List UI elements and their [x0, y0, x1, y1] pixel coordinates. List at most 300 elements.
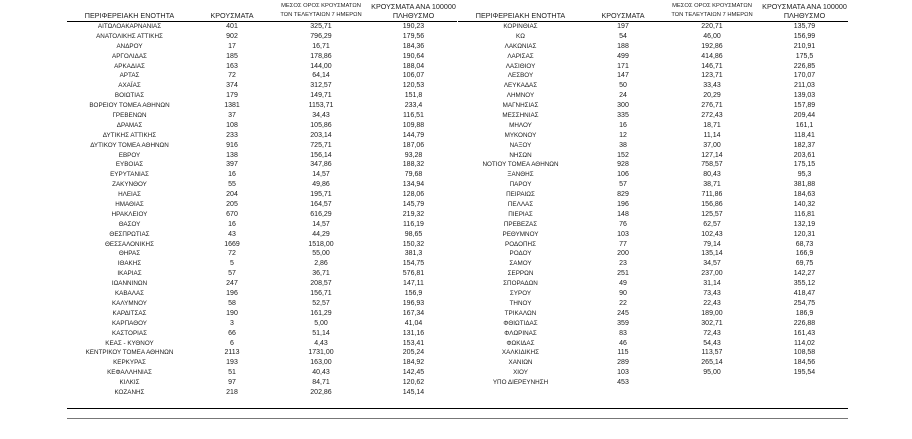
cell-7day-average: 203,14	[310, 131, 332, 139]
cell-cases: 5	[230, 260, 234, 268]
cell-cases: 335	[617, 112, 629, 120]
cell-cases: 670	[226, 210, 238, 218]
cell-cases: 23	[619, 260, 627, 268]
cell-per-100000: 186,9	[795, 309, 814, 317]
table-row	[458, 52, 848, 62]
cell-per-100000: 135,79	[793, 23, 816, 30]
cell-regional-unit: ΡΟΔΟΥ	[509, 250, 532, 258]
cell-regional-unit: ΙΚΑΡΙΑΣ	[117, 270, 142, 278]
table-row	[67, 200, 457, 210]
cell-cases: 251	[617, 270, 629, 278]
cell-regional-unit: ΣΠΟΡΑΔΩΝ	[503, 280, 538, 288]
table-row	[67, 42, 457, 52]
cell-7day-average: 73,43	[703, 290, 721, 298]
cell-cases: 43	[228, 230, 236, 238]
cell-regional-unit: ΣΕΡΡΩΝ	[507, 270, 534, 278]
table-row	[458, 289, 848, 299]
cell-regional-unit: ΕΥΡΥΤΑΝΙΑΣ	[110, 171, 149, 179]
table-row	[67, 131, 457, 141]
cell-regional-unit: ΠΕΙΡΑΙΩΣ	[506, 191, 535, 199]
cell-7day-average: 64,14	[312, 72, 330, 80]
table-row	[67, 378, 457, 388]
cell-7day-average: 265,14	[701, 359, 723, 367]
cell-regional-unit: ΑΡΤΑΣ	[119, 72, 140, 80]
cell-cases: 245	[617, 309, 629, 317]
cell-cases: 289	[617, 359, 629, 367]
cell-per-100000: 144,79	[402, 131, 425, 139]
cell-per-100000: 120,53	[402, 82, 425, 90]
cell-regional-unit: ΞΑΝΘΗΣ	[507, 171, 534, 179]
cell-per-100000: 175,15	[793, 161, 816, 169]
table-row	[458, 378, 848, 388]
cell-cases: 185	[226, 52, 238, 60]
cell-cases: 196	[617, 201, 629, 209]
table-left-half	[67, 0, 457, 398]
table-row	[458, 210, 848, 220]
header-per-line1: ΚΡΟΥΣΜΑΤΑ ΑΝΑ 100000	[371, 2, 456, 11]
cell-7day-average: 347,86	[310, 161, 332, 169]
table-row	[67, 289, 457, 299]
cell-cases: 196	[226, 290, 238, 298]
cell-regional-unit: ΝΟΤΙΟΥ ΤΟΜΕΑ ΑΘΗΝΩΝ	[482, 161, 559, 169]
cell-7day-average: 208,57	[310, 280, 332, 288]
cell-cases: 106	[617, 171, 629, 179]
cell-per-100000: 170,07	[793, 72, 816, 80]
table-row	[67, 358, 457, 368]
table-row	[458, 220, 848, 230]
cell-regional-unit: ΣΑΜΟΥ	[509, 260, 532, 268]
table-row	[67, 259, 457, 269]
table-header	[67, 0, 457, 22]
table-row	[67, 339, 457, 349]
table-row	[67, 111, 457, 121]
cell-cases: 204	[226, 191, 238, 199]
cell-per-100000: 140,32	[793, 201, 816, 209]
table-row	[67, 368, 457, 378]
table-row	[458, 190, 848, 200]
cell-7day-average: 55,00	[312, 250, 330, 258]
cell-regional-unit: ΦΛΩΡΙΝΑΣ	[504, 329, 537, 337]
cell-7day-average: 163,00	[310, 359, 332, 367]
cell-per-100000: 381,3	[404, 250, 423, 258]
cell-regional-unit: ΝΑΞΟΥ	[509, 141, 532, 149]
table-row	[458, 319, 848, 329]
cell-cases: 6	[230, 339, 234, 347]
cell-7day-average: 54,43	[703, 339, 721, 347]
header-per-line1: ΚΡΟΥΣΜΑΤΑ ΑΝΑ 100000	[762, 2, 847, 11]
cell-cases: 76	[619, 220, 627, 228]
table-row	[458, 141, 848, 151]
cell-per-100000: 418,47	[793, 290, 816, 298]
cell-regional-unit: ΚΑΛΥΜΝΟΥ	[111, 299, 148, 307]
cell-per-100000: 116,81	[794, 210, 815, 218]
cell-7day-average: 105,86	[310, 121, 332, 129]
cell-per-100000: 187,06	[402, 141, 425, 149]
header-avg-line1: ΜΕΣΟΣ ΟΡΟΣ ΚΡΟΥΣΜΑΤΩΝ	[672, 3, 752, 9]
cell-per-100000: 68,73	[795, 240, 814, 248]
cell-cases: 200	[617, 250, 629, 258]
cell-per-100000: 153,41	[402, 339, 425, 347]
cell-per-100000: 196,93	[402, 299, 425, 307]
cell-7day-average: 220,71	[701, 23, 723, 30]
cell-per-100000: 134,94	[402, 181, 425, 189]
cell-regional-unit: ΔΡΑΜΑΣ	[116, 121, 143, 129]
cell-regional-unit: ΦΩΚΙΔΑΣ	[506, 339, 535, 347]
cell-per-100000: 179,56	[402, 32, 425, 40]
cell-7day-average: 711,86	[701, 191, 723, 199]
cell-7day-average: 16,71	[312, 42, 330, 50]
cell-regional-unit: ΘΗΡΑΣ	[118, 250, 141, 258]
cell-regional-unit: ΚΕΝΤΡΙΚΟΥ ΤΟΜΕΑ ΑΘΗΝΩΝ	[85, 349, 174, 357]
table-row	[67, 240, 457, 250]
cell-per-100000: 120,31	[793, 230, 816, 238]
cell-regional-unit: ΧΙΟΥ	[513, 369, 528, 377]
cell-7day-average: 1731,00	[308, 349, 334, 357]
header-per-100000	[761, 2, 848, 20]
table-body-right	[458, 22, 848, 388]
cell-regional-unit: ΤΡΙΚΑΛΩΝ	[504, 309, 537, 317]
table-row	[458, 259, 848, 269]
cell-cases: 83	[619, 329, 627, 337]
cell-7day-average: 237,00	[701, 270, 723, 278]
cell-7day-average: 34,43	[312, 112, 330, 120]
table-row	[67, 81, 457, 91]
cell-7day-average: 38,71	[703, 181, 721, 189]
cell-cases: 152	[617, 151, 629, 159]
cell-per-100000: 226,88	[793, 319, 816, 327]
table-row	[67, 141, 457, 151]
cell-regional-unit: ΡΟΔΟΠΗΣ	[505, 240, 536, 248]
table-row	[67, 62, 457, 72]
cell-per-100000: 195,54	[793, 369, 816, 377]
table-row	[67, 170, 457, 180]
cell-per-100000: 41,04	[404, 319, 423, 327]
cell-regional-unit: ΤΗΝΟΥ	[509, 299, 532, 307]
table-row	[67, 329, 457, 339]
table-row	[67, 22, 457, 32]
cell-regional-unit: ΘΕΣΣΑΛΟΝΙΚΗΣ	[105, 240, 154, 248]
cell-regional-unit: ΛΕΣΒΟΥ	[507, 72, 534, 80]
table-row	[67, 32, 457, 42]
cell-7day-average: 123,71	[701, 72, 723, 80]
cell-7day-average: 62,57	[703, 220, 721, 228]
cell-regional-unit: ΘΕΣΠΡΩΤΙΑΣ	[109, 230, 150, 238]
cell-per-100000: 184,36	[402, 42, 425, 50]
cell-regional-unit: ΚΑΒΑΛΑΣ	[114, 290, 145, 298]
cell-per-100000: 108,58	[793, 349, 816, 357]
cell-cases: 77	[619, 240, 627, 248]
table-row	[67, 190, 457, 200]
cell-7day-average: 18,71	[703, 121, 721, 129]
cell-regional-unit: ΕΒΡΟΥ	[118, 151, 141, 159]
cell-per-100000: 184,56	[793, 359, 816, 367]
header-regional-unit: ΠΕΡΙΦΕΡΕΙΑΚΗ ΕΝΟΤΗΤΑ	[475, 11, 566, 20]
cell-per-100000: 233,4	[404, 102, 423, 110]
table-row	[458, 151, 848, 161]
cell-regional-unit: ΜΗΛΟΥ	[509, 121, 532, 129]
header-avg-line2: ΤΩΝ ΤΕΛΕΥΤΑΙΩΝ 7 ΗΜΕΡΩΝ	[280, 12, 362, 18]
cell-per-100000: 355,12	[793, 280, 816, 288]
cell-per-100000: 128,06	[402, 191, 425, 199]
cell-cases: 17	[228, 42, 236, 50]
cell-7day-average: 144,00	[310, 62, 332, 70]
header-7day-average	[272, 2, 370, 20]
cell-7day-average: 725,71	[310, 141, 332, 149]
cell-7day-average: 80,43	[703, 171, 721, 179]
cell-regional-unit: ΚΑΡΠΑΘΟΥ	[111, 319, 147, 327]
table-row	[458, 240, 848, 250]
cell-regional-unit: ΛΑΡΙΣΑΣ	[507, 52, 534, 60]
cell-per-100000: 175,5	[795, 52, 814, 60]
header-cases: ΚΡΟΥΣΜΑΤΑ	[210, 11, 254, 20]
table-row	[67, 151, 457, 161]
cell-cases: 55	[228, 181, 236, 189]
table-row	[67, 269, 457, 279]
table-row	[458, 230, 848, 240]
table-row	[458, 91, 848, 101]
cell-per-100000: 184,63	[793, 191, 816, 199]
cell-cases: 359	[617, 319, 629, 327]
cell-7day-average: 164,57	[310, 201, 332, 209]
cell-regional-unit: ΓΡΕΒΕΝΩΝ	[112, 112, 147, 120]
cell-per-100000: 576,81	[402, 270, 425, 278]
cell-regional-unit: ΧΑΝΙΩΝ	[508, 359, 533, 367]
cell-regional-unit: ΡΕΘΥΜΝΟΥ	[502, 230, 539, 238]
table-row	[458, 32, 848, 42]
table-row	[67, 279, 457, 289]
cell-7day-average: 79,14	[703, 240, 721, 248]
cell-cases: 103	[617, 369, 629, 377]
cell-per-100000: 98,65	[404, 230, 423, 238]
cell-per-100000: 116,19	[403, 220, 424, 228]
cell-cases: 205	[226, 201, 238, 209]
cell-7day-average: 1153,71	[308, 102, 334, 110]
cell-7day-average: 127,14	[701, 151, 723, 159]
header-per-line2: ΠΛΗΘΥΣΜΟ	[392, 11, 435, 20]
cell-cases: 103	[617, 230, 629, 238]
cell-cases: 197	[617, 23, 629, 30]
cell-cases: 57	[228, 270, 236, 278]
header-avg-line1: ΜΕΣΟΣ ΟΡΟΣ ΚΡΟΥΣΜΑΤΩΝ	[281, 3, 361, 9]
table-row	[67, 309, 457, 319]
cell-regional-unit: ΜΕΣΣΗΝΙΑΣ	[502, 112, 539, 120]
cell-cases: 374	[226, 82, 238, 90]
cell-per-100000: 166,9	[795, 250, 814, 258]
cell-regional-unit: ΣΥΡΟΥ	[509, 290, 532, 298]
cell-7day-average: 49,86	[312, 181, 330, 189]
cell-7day-average: 44,29	[312, 230, 330, 238]
cell-regional-unit: ΒΟΡΕΙΟΥ ΤΟΜΕΑ ΑΘΗΝΩΝ	[89, 102, 170, 110]
table-row	[67, 52, 457, 62]
cell-cases: 499	[617, 52, 629, 60]
cell-7day-average: 40,43	[312, 369, 330, 377]
table-row	[458, 101, 848, 111]
cell-cases: 1669	[224, 240, 240, 248]
cell-7day-average: 113,57	[701, 349, 723, 357]
cell-per-100000: 184,92	[402, 359, 425, 367]
table-row	[67, 348, 457, 358]
cell-cases: 54	[619, 32, 627, 40]
table-row	[458, 180, 848, 190]
cell-7day-average: 1518,00	[308, 240, 334, 248]
cell-per-100000: 106,07	[402, 72, 425, 80]
cell-regional-unit: ΦΘΙΩΤΙΔΑΣ	[503, 319, 538, 327]
cell-per-100000: 188,32	[402, 161, 425, 169]
cell-cases: 902	[226, 32, 238, 40]
table-row	[458, 339, 848, 349]
cell-7day-average: 276,71	[701, 102, 723, 110]
cell-7day-average: 14,57	[312, 171, 330, 179]
cell-regional-unit: ΚΟΡΙΝΘΙΑΣ	[503, 23, 538, 30]
cell-regional-unit: ΑΝΑΤΟΛΙΚΗΣ ΑΤΤΙΚΗΣ	[96, 32, 163, 40]
cell-per-100000: 150,32	[402, 240, 425, 248]
cell-7day-average: 125,57	[701, 210, 723, 218]
cell-per-100000: 219,32	[402, 210, 425, 218]
cell-cases: 2113	[224, 349, 240, 357]
cell-regional-unit: ΚΕΑΣ - ΚΥΘΝΟΥ	[105, 339, 154, 347]
cell-7day-average: 33,43	[703, 82, 721, 90]
cell-7day-average: 156,86	[701, 201, 723, 209]
cell-cases: 51	[228, 369, 236, 377]
cell-cases: 190	[226, 309, 238, 317]
cell-regional-unit: ΑΙΤΩΛΟΑΚΑΡΝΑΝΙΑΣ	[97, 23, 162, 30]
cell-7day-average: 102,43	[701, 230, 723, 238]
cell-cases: 3	[230, 319, 234, 327]
cell-7day-average: 34,57	[703, 260, 721, 268]
cell-cases: 397	[226, 161, 238, 169]
table-row	[67, 91, 457, 101]
cell-per-100000: 116,51	[403, 112, 424, 120]
cell-per-100000: 209,44	[793, 112, 816, 120]
cell-per-100000: 142,27	[793, 270, 816, 278]
cell-cases: 193	[226, 359, 238, 367]
cell-cases: 16	[619, 121, 627, 129]
cell-cases: 218	[226, 388, 238, 396]
cell-7day-average: 149,71	[310, 92, 332, 100]
cell-regional-unit: ΑΧΑΪΑΣ	[118, 82, 141, 90]
cell-cases: 12	[619, 131, 627, 139]
cell-regional-unit: ΙΩΑΝΝΙΝΩΝ	[111, 280, 148, 288]
cell-per-100000: 151,8	[404, 92, 423, 100]
cell-per-100000: 154,75	[402, 260, 425, 268]
cell-cases: 66	[228, 329, 236, 337]
cell-regional-unit: ΠΕΛΛΑΣ	[507, 201, 534, 209]
cell-regional-unit: ΖΑΚΥΝΘΟΥ	[112, 181, 147, 189]
cell-regional-unit: ΚΕΦΑΛΛΗΝΙΑΣ	[107, 369, 152, 377]
table-footer-rule	[67, 418, 848, 419]
cell-cases: 16	[228, 220, 236, 228]
cell-regional-unit: ΛΑΚΩΝΙΑΣ	[504, 42, 537, 50]
cell-per-100000: 142,45	[402, 369, 425, 377]
cell-regional-unit: ΚΕΡΚΥΡΑΣ	[113, 359, 146, 367]
cell-per-100000: 147,11	[403, 280, 424, 288]
table-row	[458, 71, 848, 81]
table-row	[67, 71, 457, 81]
cell-cases: 22	[619, 299, 627, 307]
table-row	[67, 160, 457, 170]
table-row	[458, 368, 848, 378]
cell-7day-average: 414,86	[701, 52, 723, 60]
table-row	[458, 329, 848, 339]
cell-cases: 179	[226, 92, 238, 100]
cell-7day-average: 11,14	[703, 131, 721, 139]
table-row	[458, 121, 848, 131]
table-header	[458, 0, 848, 22]
cell-cases: 58	[228, 299, 236, 307]
cell-7day-average: 146,71	[701, 62, 723, 70]
cell-7day-average: 95,00	[703, 369, 721, 377]
cell-7day-average: 195,71	[310, 191, 332, 199]
cell-per-100000: 145,79	[402, 201, 425, 209]
cell-per-100000: 109,88	[402, 121, 425, 129]
cell-regional-unit: ΗΛΕΙΑΣ	[118, 191, 141, 199]
cell-per-100000: 139,03	[793, 92, 816, 100]
cell-cases: 401	[226, 23, 238, 30]
cell-cases: 72	[228, 250, 236, 258]
cell-regional-unit: ΚΙΛΚΙΣ	[119, 379, 140, 387]
table-row	[67, 101, 457, 111]
cell-regional-unit: ΧΑΛΚΙΔΙΚΗΣ	[501, 349, 540, 357]
table-row	[67, 220, 457, 230]
cell-regional-unit: ΛΕΥΚΑΔΑΣ	[503, 82, 538, 90]
cell-cases: 147	[617, 72, 629, 80]
cell-per-100000: 161,1	[795, 121, 814, 129]
table-row	[458, 249, 848, 259]
table-row	[458, 299, 848, 309]
cell-7day-average: 46,00	[703, 32, 721, 40]
cell-per-100000: 167,34	[402, 309, 425, 317]
table-row	[67, 388, 457, 398]
cell-regional-unit: ΛΑΣΙΘΙΟΥ	[505, 62, 536, 70]
cell-cases: 233	[226, 131, 238, 139]
cell-cases: 148	[617, 210, 629, 218]
table-row	[458, 22, 848, 32]
cell-regional-unit: ΜΥΚΟΝΟΥ	[504, 131, 537, 139]
cell-cases: 46	[619, 339, 627, 347]
cell-regional-unit: ΑΡΓΟΛΙΔΑΣ	[112, 52, 147, 60]
cell-7day-average: 72,43	[703, 329, 721, 337]
header-per-100000	[370, 2, 457, 20]
cell-per-100000: 131,16	[402, 329, 425, 337]
table-row	[458, 348, 848, 358]
cell-per-100000: 132,19	[793, 220, 816, 228]
table-row	[67, 230, 457, 240]
cell-7day-average: 202,86	[310, 388, 332, 396]
table-row	[458, 279, 848, 289]
cell-regional-unit: ΗΜΑΘΙΑΣ	[115, 201, 144, 209]
table-row	[458, 200, 848, 210]
cell-per-100000: 203,61	[793, 151, 816, 159]
cell-cases: 453	[617, 379, 629, 387]
cell-7day-average: 5,00	[314, 319, 328, 327]
cell-regional-unit: ΕΥΒΟΙΑΣ	[115, 161, 144, 169]
cell-per-100000: 156,9	[404, 290, 423, 298]
cell-cases: 16	[228, 171, 236, 179]
table-row	[67, 180, 457, 190]
cell-per-100000: 188,04	[402, 62, 425, 70]
cell-regional-unit: ΠΙΕΡΙΑΣ	[508, 210, 533, 218]
cell-cases: 72	[228, 72, 236, 80]
cell-per-100000: 69,75	[795, 260, 814, 268]
cell-per-100000: 226,85	[793, 62, 816, 70]
header-cases: ΚΡΟΥΣΜΑΤΑ	[601, 11, 645, 20]
cell-7day-average: 51,14	[312, 329, 330, 337]
cell-7day-average: 272,43	[701, 112, 723, 120]
cell-cases: 115	[617, 349, 629, 357]
cell-regional-unit: ΝΗΣΩΝ	[509, 151, 532, 159]
cell-7day-average: 2,86	[314, 260, 328, 268]
cell-per-100000: 381,88	[793, 181, 816, 189]
